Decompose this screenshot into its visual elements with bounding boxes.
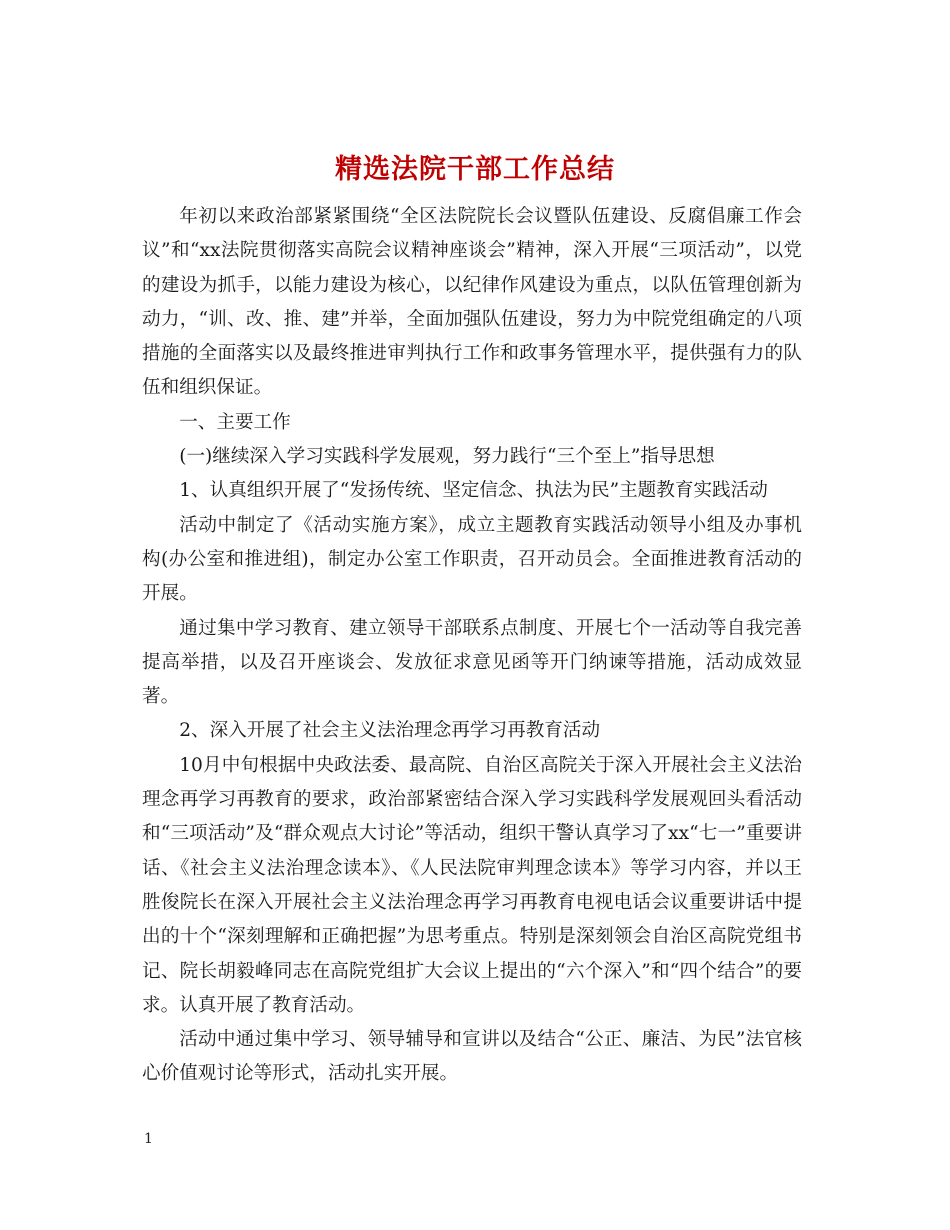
document-body (142, 200, 802, 1092)
paragraph-study-measures: 通过集中学习教育、建立领导干部联系点制度、开展七个一活动等自我完善提高举措，以及召开座谈会、发放征求意见函等开门纳谏等措施，活动成效显著。 (142, 617, 802, 708)
paragraph-activity-plan: 活动中制定了《活动实施方案》，成立主题教育实践活动领导小组及办事机构(办公室和推进组)，制定办公室工作职责，召开动员会。全面推进教育活动的开展。 (142, 514, 802, 605)
paragraph-october-study: 10月中旬根据中央政法委、最高院、自治区高院关于深入开展社会主义法治理念再学习再教育的要求，政治部紧密结合深入学习实践科学发展观回头看活动和“三项活动”及“群众观点大讨论”等活动，组织干警认真学习了xx“七一”重要讲话、《社会主义法治理念读本》、《人民法院审判理念读本》等学习内容，并以王胜俊院长在深入开展社会主义法治理念再学习再教育电视电话会议重要讲话中提出的十个“深刻理解和正确把握”为思考重点。特别是深刻领会自治区高院党组书记、院长胡毅峰同志在高院党组扩大会议上提出的“六个深入”和“四个结合”的要求。认真开展了教育活动。 (142, 754, 802, 1016)
heading-item-2: 2、深入开展了社会主义法治理念再学习再教育活动 (179, 720, 601, 742)
page-number: 1 (144, 1131, 153, 1147)
paragraph-activity-forms: 活动中通过集中学习、领导辅导和宣讲以及结合“公正、廉洁、为民”法官核心价值观讨论等形式，活动扎实开展。 (142, 1029, 802, 1085)
document-title: 精选法院干部工作总结 (335, 154, 615, 186)
paragraph-intro: 年初以来政治部紧紧围绕“全区法院院长会议暨队伍建设、反腐倡廉工作会议”和“xx法院贯彻落实高院会议精神座谈会”精神，深入开展“三项活动”，以党的建设为抓手，以能力建设为核心，以纪律作风建设为重点，以队伍管理创新为动力，“训、改、推、建”并举，全面加强队伍建设，努力为中院党组确定的八项措施的全面落实以及最终推进审判执行工作和政事务管理水平，提供强有力的队伍和组织保证。 (142, 206, 802, 399)
heading-item-1: 1、认真组织开展了“发扬传统、坚定信念、执法为民”主题教育实践活动 (179, 480, 768, 502)
heading-section-1: (一)继续深入学习实践科学发展观，努力践行“三个至上”指导思想 (179, 446, 715, 468)
heading-main-work: 一、主要工作 (179, 411, 291, 433)
